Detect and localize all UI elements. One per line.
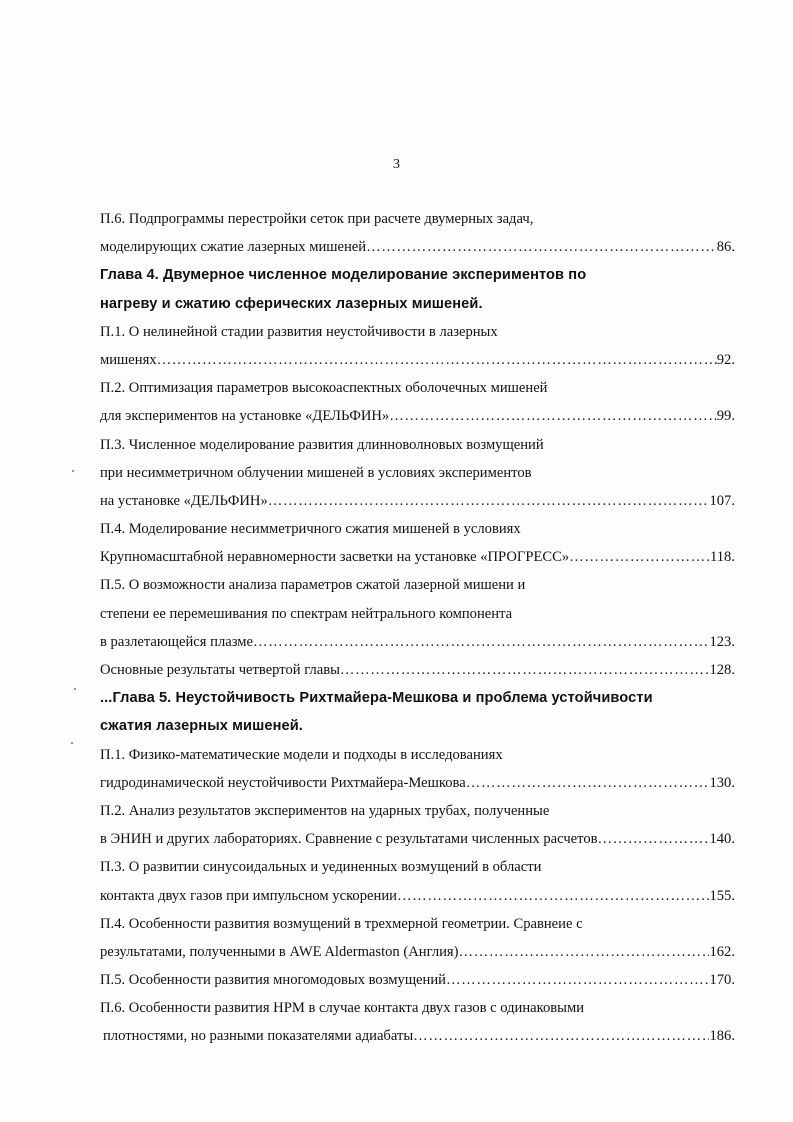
toc-entry-with-page <box>100 656 735 684</box>
toc-page-number: 186. <box>709 1028 735 1045</box>
page-number: 3 <box>393 157 400 172</box>
toc-page-number: 130. <box>709 774 735 791</box>
toc-page-number: 118. <box>710 549 735 566</box>
toc-entry-text: плотностями, но разными показателями адиабаты <box>103 1028 414 1045</box>
toc-entry-line: П.1. Физико-математические модели и подходы в исследованиях <box>100 746 503 763</box>
toc-entry-line: П.3. Численное моделирование развития длинноволновых возмущений <box>100 436 544 453</box>
toc-entry-text: в ЭНИН и других лабораториях. Сравнение с результатами численных расчетов <box>100 831 598 848</box>
dot-leader <box>413 1022 709 1050</box>
toc-entry-text: мишенях <box>100 351 157 368</box>
dot-leader <box>253 628 709 656</box>
dot-leader <box>446 966 709 994</box>
scan-speck <box>74 688 76 690</box>
toc-entry-with-page <box>100 402 735 430</box>
dot-leader <box>466 769 710 797</box>
dot-leader <box>157 346 717 374</box>
toc-page-number: 128. <box>709 662 735 678</box>
toc-entry-line: П.3. О развитии синусоидальных и уединенных возмущений в области <box>100 859 542 876</box>
dot-leader <box>569 543 710 571</box>
toc-page-number: 99. <box>716 408 735 425</box>
toc-entry-line: П.2. Оптимизация параметров высокоаспектных оболочечных мишеней <box>100 380 548 397</box>
toc-page-number: 155. <box>709 887 735 904</box>
toc-entry-text: П.5. Особенности развития многомодовых возмущений <box>100 972 446 989</box>
dot-leader <box>340 656 710 684</box>
toc-page-number: 170. <box>709 972 735 989</box>
toc-entry-text: на установке «ДЕЛЬФИН» <box>100 492 268 509</box>
toc-entry-line: при несимметричном облучении мишеней в условиях экспериментов <box>100 464 532 481</box>
toc-page-number: 107. <box>709 492 735 509</box>
toc-entry-with-page <box>100 769 735 797</box>
toc-entry-with-page <box>100 966 735 994</box>
toc-entry-line: П.6. Особенности развития НРМ в случае контакта двух газов с одинаковыми <box>100 1000 585 1017</box>
toc-entry-text: в разлетающейся плазме <box>100 633 253 650</box>
toc-entry-line: степени ее перемешивания по спектрам нейтрального компонента <box>100 605 513 622</box>
toc-entry-with-page <box>100 1022 735 1050</box>
toc-entry-with-page <box>100 882 735 910</box>
toc-entry-with-page <box>100 825 735 853</box>
toc-entry-with-page <box>100 487 735 515</box>
toc-entry-with-page <box>100 628 735 656</box>
toc-entry-text: для экспериментов на установке «ДЕЛЬФИН» <box>100 408 390 425</box>
chapter-heading: нагреву и сжатию сферических лазерных мишеней. <box>100 295 483 312</box>
toc-entry-with-page <box>100 233 735 261</box>
toc-entry-line: П.2. Анализ результатов экспериментов на ударных трубах, полученные <box>100 802 550 819</box>
toc-page-number: 92. <box>716 351 735 368</box>
toc-entry-with-page <box>100 938 735 966</box>
dot-leader <box>366 233 717 261</box>
dot-leader <box>389 402 717 430</box>
table-of-contents <box>100 205 735 1051</box>
toc-entry-text: Основные результаты четвертой главы <box>100 662 340 678</box>
toc-entry-with-page <box>100 346 735 374</box>
toc-page-number: 162. <box>709 943 735 960</box>
dot-leader <box>598 825 710 853</box>
dot-leader <box>268 487 710 515</box>
toc-page-number: 123. <box>709 633 735 650</box>
toc-entry-text: гидродинамической неустойчивости Рихтмайера-Мешкова <box>100 774 466 791</box>
toc-page-number: 86. <box>716 239 735 256</box>
toc-entry-text: моделирующих сжатие лазерных мишеней <box>100 239 367 256</box>
dot-leader <box>397 882 710 910</box>
chapter-heading: ...Глава 5. Неустойчивость Рихтмайера-Мешкова и проблема устойчивости <box>100 690 653 707</box>
toc-page-number: 140. <box>709 831 735 848</box>
chapter-heading: Глава 4. Двумерное численное моделирование экспериментов по <box>100 267 587 284</box>
toc-entry-text: контакта двух газов при импульсном ускорении <box>100 887 397 904</box>
dot-leader <box>459 938 710 966</box>
toc-entry-line: П.5. О возможности анализа параметров сжатой лазерной мишени и <box>100 577 526 594</box>
toc-entry-line: П.1. О нелинейной стадии развития неустойчивости в лазерных <box>100 323 498 340</box>
toc-entry-text: результатами, полученными в AWE Aldermaston (Англия) <box>100 943 459 960</box>
toc-entry-line: П.4. Особенности развития возмущений в трехмерной геометрии. Сравнеие с <box>100 915 583 932</box>
toc-entry-line: П.6. Подпрограммы перестройки сеток при расчете двумерных задач, <box>100 211 534 227</box>
toc-entry-text: Крупномасштабной неравномерности засветки на установке «ПРОГРЕСС» <box>100 549 570 566</box>
scan-speck <box>72 470 74 472</box>
toc-entry-with-page <box>100 543 735 571</box>
scan-speck <box>71 742 73 744</box>
chapter-heading: сжатия лазерных мишеней. <box>100 718 303 735</box>
toc-entry-line: П.4. Моделирование несимметричного сжатия мишеней в условиях <box>100 521 521 538</box>
